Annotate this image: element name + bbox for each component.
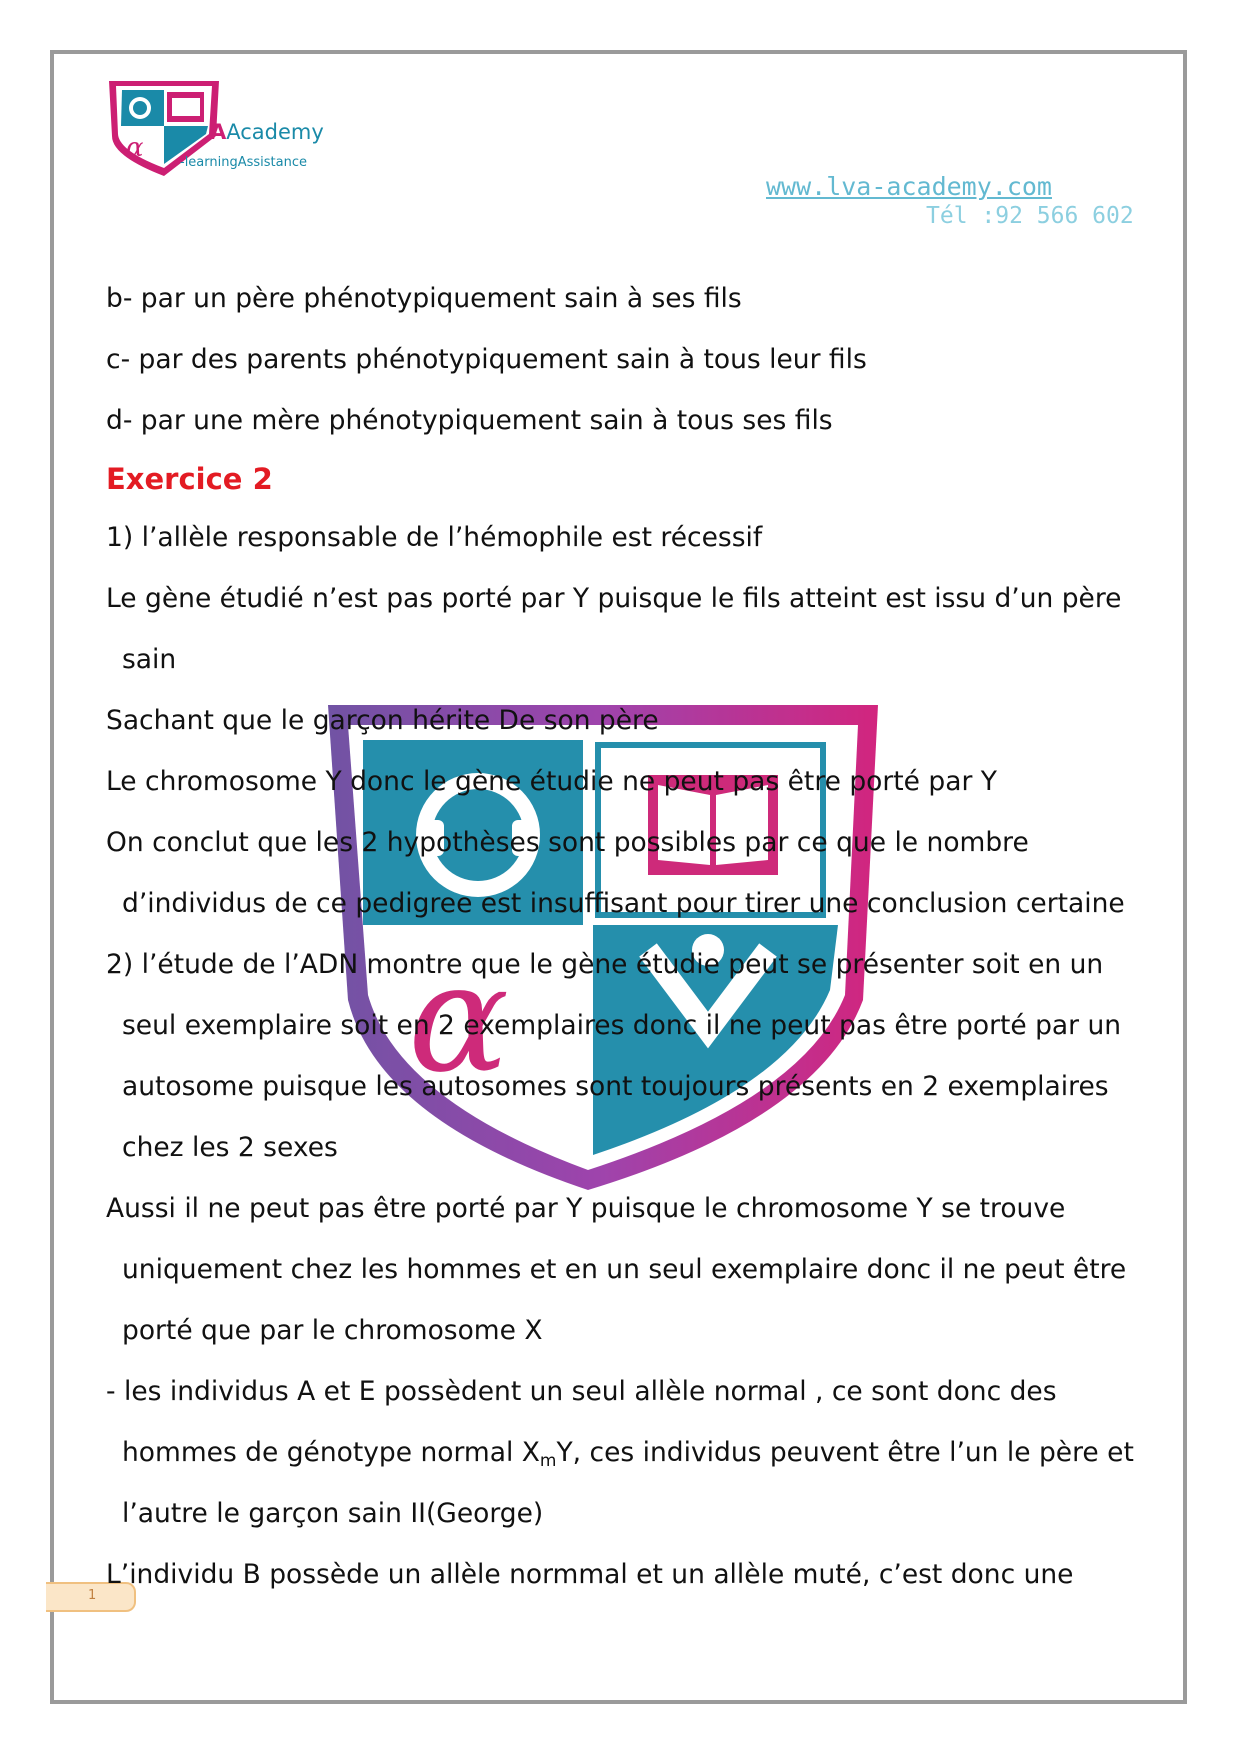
paragraph-line: Le gène étudié n’est pas porté par Y puisque le fils atteint est issu d’un père [106,583,1122,614]
paragraph-line: Aussi il ne peut pas être porté par Y puisque le chromosome Y se trouve [106,1193,1066,1224]
paragraph-line: 1) l’allèle responsable de l’hémophile est récessif [106,522,763,553]
paragraph-line: l’autre le garçon sain II(George) [122,1498,544,1529]
paragraph-line: porté que par le chromosome X [122,1315,543,1346]
paragraph-line: uniquement chez les hommes et en un seul exemplaire donc il ne peut être [122,1254,1127,1285]
paragraph-line: seul exemplaire soit en 2 exemplaires donc il ne peut pas être porté par un [122,1010,1122,1041]
paragraph-line: autosome puisque les autosomes sont toujours présents en 2 exemplaires [122,1071,1109,1102]
paragraph-line: Sachant que le garçon hérite De son père [106,705,659,736]
paragraph-line: c- par des parents phénotypiquement sain à tous leur fils [106,344,867,375]
document-body [106,268,1156,1605]
paragraph-line: sain [122,644,177,675]
brand-name: AAcademy [210,120,324,144]
paragraph-line: b- par un père phénotypiquement sain à ses fils [106,283,742,314]
svg-text:α: α [126,133,144,163]
paragraph-line: Le chromosome Y donc le gène étudie ne peut pas être porté par Y [106,766,997,797]
paragraph-line: On conclut que les 2 hypothèses sont possibles par ce que le nombre [106,827,1029,858]
section-heading: Exercice 2 [106,462,273,496]
genotype-subscript: m [539,1451,557,1471]
paragraph-line: d- par une mère phénotypiquement sain à tous ses fils [106,405,833,436]
phone-number: Tél :92 566 602 [926,203,1134,229]
paragraph-line: - les individus A et E possèdent un seul allèle normal , ce sont donc des [106,1376,1057,1407]
svg-text:α: α [408,932,510,1106]
brand-tagline: -learningAssistance [180,155,307,170]
website-link[interactable]: www.lva-academy.com [766,172,1052,201]
paragraph-line: hommes de génotype normal $X_mY$, ces individus peuvent être l’un le père et [122,1437,1134,1471]
paragraph-line: d’individus de ce pedigree est insuffisant pour tirer une conclusion certaine [122,888,1125,919]
paragraph-line: 2) l’étude de l’ADN montre que le gène étudie peut se présenter soit en un [106,949,1104,980]
paragraph-line: chez les 2 sexes [122,1132,338,1163]
page-number: 1 [88,1588,97,1603]
paragraph-line: L’individu B possède un allèle normmal et un allèle muté, c’est donc une [106,1559,1074,1590]
